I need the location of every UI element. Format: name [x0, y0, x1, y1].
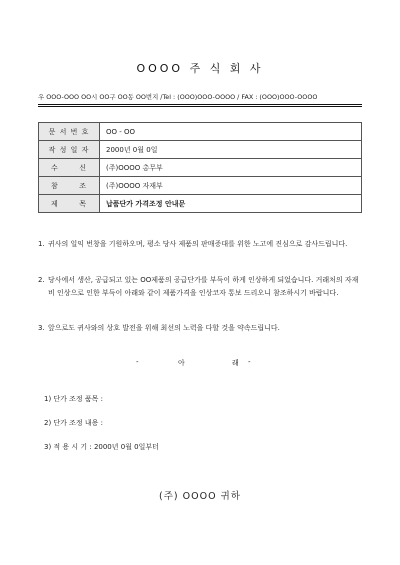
paragraph-2 — [38, 274, 362, 299]
info-row-recipient — [39, 159, 362, 177]
paragraph-1-number: 1. — [38, 240, 45, 248]
company-address-line: 우 OOO-OOO OO시 OO구 OO동 OO번지 /Tel : (OOO)OOO-OOOO / FAX : (OOO)OOO-OOOO — [38, 92, 362, 105]
document-info-table — [38, 122, 362, 213]
item-adjustment-details: 2) 단가 조정 내용 : — [44, 419, 104, 427]
item-target-products: 1) 단가 조정 품목 : — [44, 395, 104, 403]
info-label-reference — [39, 177, 100, 195]
info-value-recipient: (주)OOOO 총무부 — [100, 159, 362, 177]
info-value-doc-number: OO - OO — [100, 123, 362, 141]
info-label-reference-left: 참 — [51, 181, 59, 190]
info-value-subject: 납품단가 가격조정 안내문 — [100, 195, 362, 213]
info-label-recipient — [39, 159, 100, 177]
paragraph-1-text: 귀사의 일익 번창을 기원하오며, 평소 당사 제품의 판매증대를 위한 노고에 진심으로 감사드립니다. — [48, 240, 348, 248]
info-row-date — [39, 141, 362, 159]
info-label-subject-left: 제 — [51, 199, 59, 208]
info-label-subject — [39, 195, 100, 213]
info-label-subject-right: 목 — [79, 199, 87, 208]
paragraph-2-number: 2. — [38, 276, 45, 284]
paragraph-3-number: 3. — [38, 324, 45, 332]
paragraph-2-text: 당사에서 생산, 공급되고 있는 OO제품의 공급단가를 부득이 하게 인상하게 되었습니다. 거래처의 자재비 인상으로 인한 부득이 아래와 같이 제품가격을 인상코자 통보 드리오니 참조하시기 바랍니다. — [48, 276, 359, 297]
company-title: OOOO 주 식 회 사 — [136, 62, 264, 75]
notice-dash-left: - — [136, 358, 139, 366]
item-effective-date: 3) 적 용 시 기 : 2000년 0월 0일부터 — [44, 443, 159, 451]
info-label-date: 작 성 일 자 — [39, 141, 100, 159]
info-label-doc-number: 문 서 번 호 — [39, 123, 100, 141]
paragraph-3-text: 앞으로도 귀사와의 상호 발전을 위해 최선의 노력을 다할 것을 약속드립니다. — [48, 324, 280, 332]
notice-word-rae: 래 — [232, 359, 239, 367]
info-row-subject — [39, 195, 362, 213]
info-row-doc-number — [39, 123, 362, 141]
paragraph-3 — [38, 322, 362, 335]
paragraph-1 — [38, 238, 362, 251]
info-row-reference — [39, 177, 362, 195]
closing-recipient: (주) OOOO 귀하 — [159, 491, 241, 502]
info-label-recipient-right: 신 — [79, 163, 87, 172]
notice-dash-right: - — [248, 358, 251, 366]
address-divider — [38, 106, 362, 107]
info-label-reference-right: 조 — [79, 181, 87, 190]
notice-word-a: 아 — [178, 359, 185, 367]
info-value-date: 2000년 0월 0일 — [100, 141, 362, 159]
info-value-reference: (주)OOOO 자재부 — [100, 177, 362, 195]
info-label-recipient-left: 수 — [51, 163, 59, 172]
